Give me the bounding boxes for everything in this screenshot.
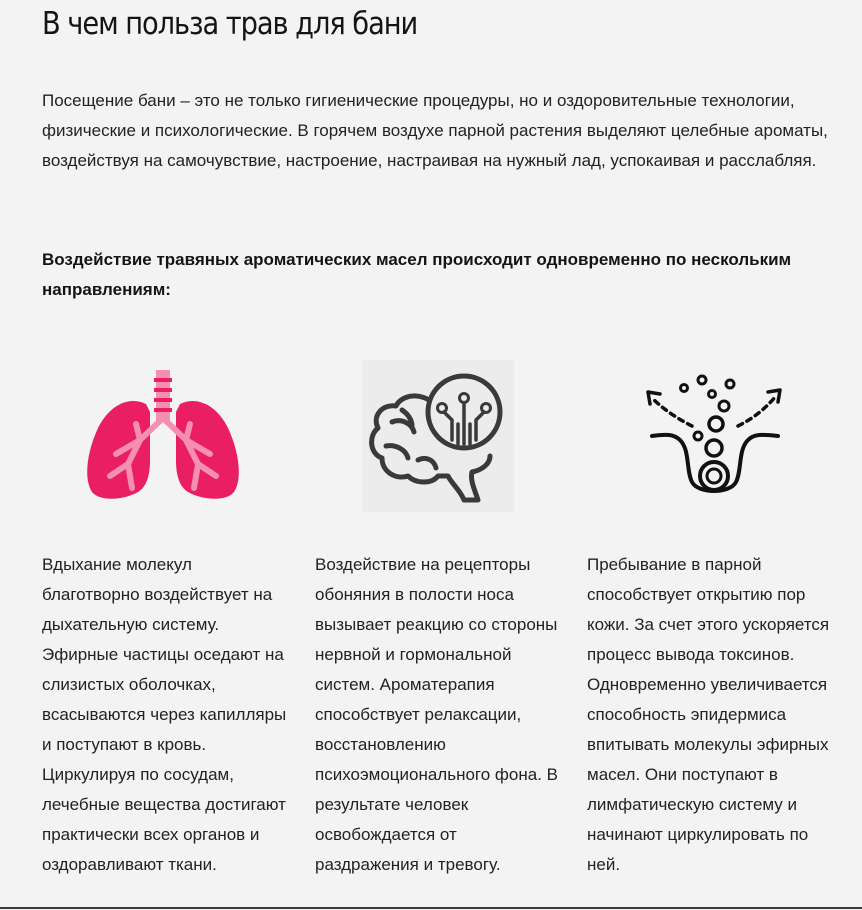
skin-pores-icon [644, 370, 786, 502]
benefit-text-skin: Пребывание в парной способствует открытию пор кожи. За счет этого ускоряется процесс вывода токсинов. Одновременно увеличивается способность эпидермиса впитывать молекулы эфирных масел. Они поступают в лимфатическую систему и начинают циркулировать по ней. [587, 555, 830, 874]
benefit-text-respiratory: Вдыхание молекул благотворно воздействует на дыхательную систему. Эфирные частицы оседают на слизистых оболочках, всасываются через капилляры и поступают в кровь. Циркулируя по сосудам, лечебные вещества достигают практически всех органов и оздоравливают ткани. [42, 555, 287, 874]
benefit-text-nervous: Воздействие на рецепторы обоняния в полости носа вызывает реакцию со стороны нервной и гормональной систем. Ароматерапия способствует релаксации, восстановлению психоэмоционального фона. В результате человек освобождается от раздражения и тревогу. [315, 555, 559, 874]
divider [0, 907, 862, 909]
brain-circuit-icon [362, 360, 514, 512]
lead-paragraph: Воздействие травяных ароматических масел происходит одновременно по нескольким направлениям: [42, 250, 792, 299]
intro-paragraph: Посещение бани – это не только гигиенические процедуры, но и оздоровительные технологии, физические и психологические. В горячем воздухе парной растения выделяют целебные ароматы, воздействуя на самочувствие, настроение, настраивая на нужный лад, успокаивая и расслабляя. [42, 91, 828, 170]
lungs-icon [80, 368, 246, 504]
page-title: В чем польза трав для бани [42, 6, 418, 42]
